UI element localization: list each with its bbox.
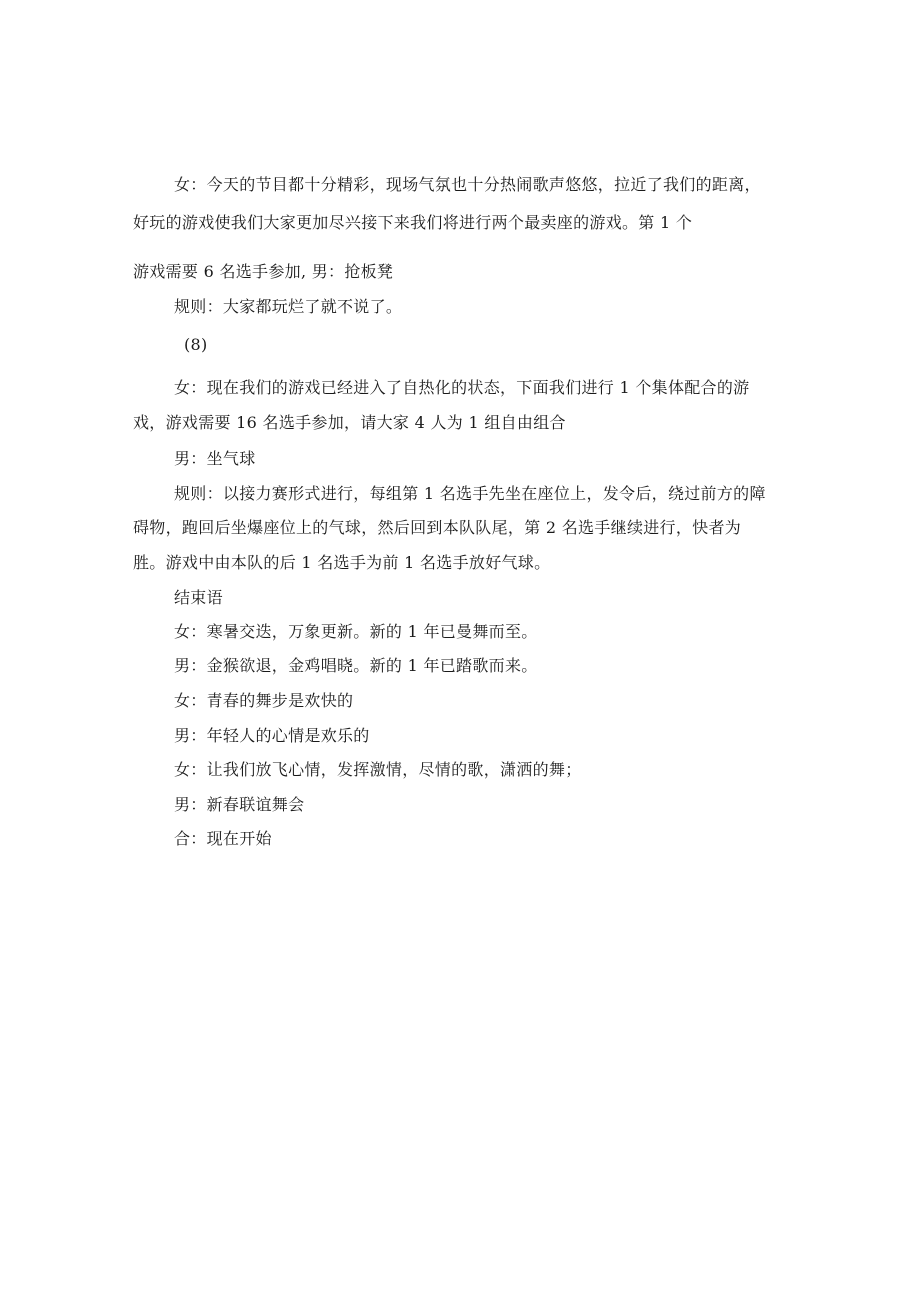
paragraph-line: 男：金猴欲退，金鸡唱晓。新的 1 年已踏歌而来。 bbox=[174, 656, 538, 675]
paragraph-line: 胜。游戏中由本队的后 1 名选手为前 1 名选手放好气球。 bbox=[133, 553, 551, 572]
section-number: (8) bbox=[184, 335, 208, 354]
paragraph-line: 好玩的游戏使我们大家更加尽兴接下来我们将进行两个最卖座的游戏。第 1 个 bbox=[133, 213, 693, 232]
paragraph-line: 女：寒暑交迭，万象更新。新的 1 年已曼舞而至。 bbox=[174, 622, 538, 641]
paragraph-line: 女：今天的节目都十分精彩，现场气氛也十分热闹歌声悠悠，拉近了我们的距离， bbox=[174, 175, 761, 194]
paragraph-line: 女：让我们放飞心情，发挥激情，尽情的歌，潇洒的舞； bbox=[174, 760, 582, 779]
paragraph-line: 规则：大家都玩烂了就不说了。 bbox=[174, 297, 403, 316]
paragraph-line: 游戏需要 6 名选手参加, 男：抢板凳 bbox=[133, 262, 394, 281]
section-heading: 结束语 bbox=[174, 588, 223, 607]
paragraph-line: 男：坐气球 bbox=[174, 449, 256, 468]
paragraph-line: 女：青春的舞步是欢快的 bbox=[174, 691, 354, 710]
paragraph-line: 戏，游戏需要 16 名选手参加，请大家 4 人为 1 组自由组合 bbox=[133, 413, 566, 432]
paragraph-line: 男：新春联谊舞会 bbox=[174, 795, 305, 814]
paragraph-line: 男：年轻人的心情是欢乐的 bbox=[174, 726, 370, 745]
paragraph-line: 碍物，跑回后坐爆座位上的气球，然后回到本队队尾，第 2 名选手继续进行，快者为 bbox=[133, 518, 742, 537]
paragraph-line: 合：现在开始 bbox=[174, 829, 272, 848]
paragraph-line: 规则：以接力赛形式进行，每组第 1 名选手先坐在座位上，发令后，绕过前方的障 bbox=[174, 484, 766, 503]
paragraph-line: 女：现在我们的游戏已经进入了自热化的状态，下面我们进行 1 个集体配合的游 bbox=[174, 378, 750, 397]
